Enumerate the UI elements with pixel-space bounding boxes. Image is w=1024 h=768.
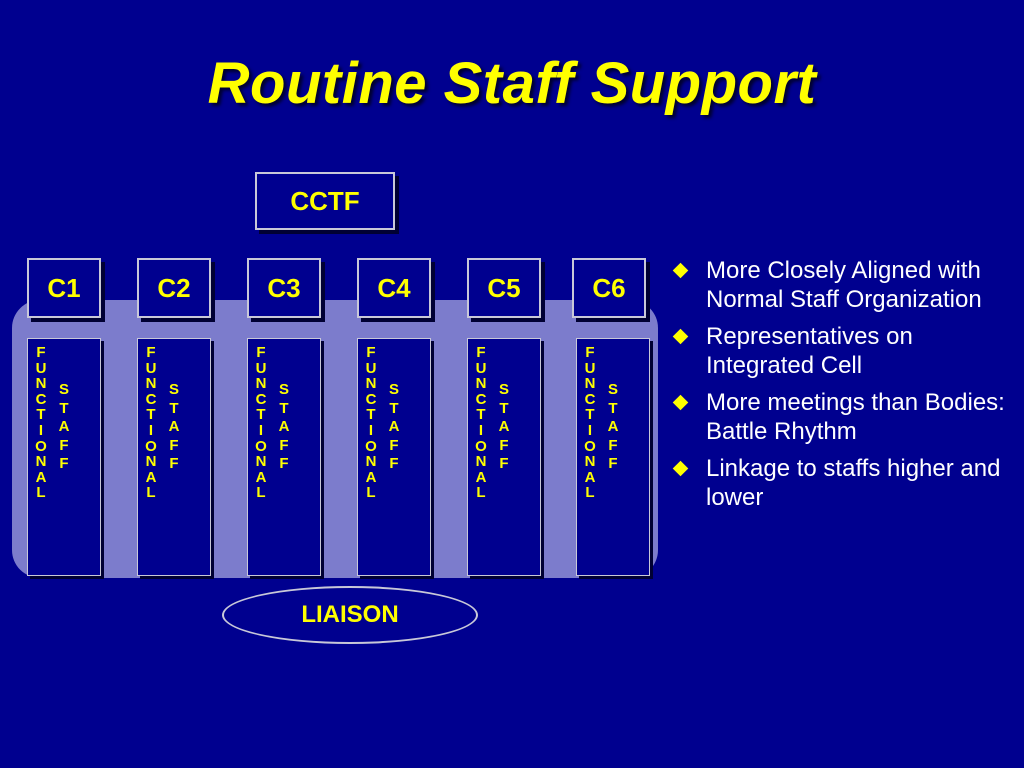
functional-label-letter: N bbox=[35, 453, 47, 471]
staff-label-letter: A bbox=[607, 418, 619, 435]
staff-label-letter: S bbox=[388, 381, 399, 398]
functional-staff-column-c5 bbox=[467, 338, 541, 576]
functional-label-letter: O bbox=[35, 437, 47, 455]
staff-label-letter: T bbox=[389, 399, 399, 417]
functional-label-letter: U bbox=[365, 359, 377, 377]
functional-label-letter: I bbox=[587, 421, 593, 439]
functional-label-letter: F bbox=[476, 344, 486, 361]
functional-label-letter: A bbox=[255, 468, 267, 486]
diamond-bullet-icon bbox=[673, 329, 689, 345]
bullet-text: Representatives on Integrated Cell bbox=[706, 323, 913, 379]
functional-label-letter: U bbox=[255, 359, 267, 377]
staff-label-letter: F bbox=[169, 455, 179, 472]
functional-label-letter: C bbox=[35, 390, 47, 408]
bullet-text: More meetings than Bodies: Battle Rhythm bbox=[706, 389, 1005, 445]
functional-label-letter: U bbox=[35, 359, 47, 377]
functional-label-letter: F bbox=[146, 344, 156, 361]
functional-label-letter: L bbox=[476, 484, 486, 502]
staff-label-letter: A bbox=[498, 418, 510, 435]
cctf-node: CCTF bbox=[255, 172, 395, 230]
functional-label-letter: C bbox=[475, 390, 487, 408]
functional-label-letter: T bbox=[256, 406, 266, 424]
staff-label-letter: A bbox=[168, 418, 180, 435]
functional-staff-column-c3 bbox=[247, 338, 321, 576]
staff-label bbox=[387, 381, 401, 474]
functional-label-letter: O bbox=[584, 437, 596, 455]
functional-label-letter: C bbox=[365, 390, 377, 408]
staff-label-letter: T bbox=[499, 399, 509, 417]
bullet-item bbox=[668, 256, 1018, 314]
functional-label-letter: C bbox=[145, 390, 157, 408]
staff-label-letter: F bbox=[279, 436, 289, 454]
diamond-bullet-icon bbox=[673, 263, 689, 279]
functional-label-letter: I bbox=[368, 421, 374, 439]
functional-label-letter: U bbox=[584, 359, 596, 377]
functional-label-letter: I bbox=[478, 421, 484, 439]
functional-label-letter: C bbox=[584, 390, 596, 408]
functional-staff-column-c4 bbox=[357, 338, 431, 576]
staff-label-letter: F bbox=[608, 455, 618, 472]
functional-label-letter: N bbox=[255, 453, 267, 471]
functional-label bbox=[254, 345, 268, 501]
functional-label-letter: T bbox=[366, 406, 376, 424]
staff-label-letter: F bbox=[279, 455, 289, 472]
functional-label-letter: N bbox=[145, 375, 157, 393]
staff-label-letter: S bbox=[58, 381, 69, 398]
functional-label-letter: L bbox=[366, 484, 376, 502]
functional-label-letter: A bbox=[584, 468, 596, 486]
functional-label-letter: I bbox=[258, 421, 264, 439]
functional-label-letter: O bbox=[255, 437, 267, 455]
staff-label-letter: F bbox=[499, 436, 509, 454]
functional-label-letter: O bbox=[475, 437, 487, 455]
diamond-bullet-icon bbox=[673, 395, 689, 411]
functional-label-letter: N bbox=[365, 375, 377, 393]
staff-label-letter: T bbox=[169, 399, 179, 417]
functional-label bbox=[474, 345, 488, 501]
functional-label-letter: N bbox=[584, 453, 596, 471]
staff-label-letter: A bbox=[388, 418, 400, 435]
staff-label-letter: F bbox=[499, 455, 509, 472]
functional-label-letter: N bbox=[475, 453, 487, 471]
functional-label bbox=[364, 345, 378, 501]
functional-label-letter: C bbox=[255, 390, 267, 408]
bullet-item bbox=[668, 388, 1018, 446]
functional-label-letter: F bbox=[256, 344, 266, 361]
staff-label bbox=[167, 381, 181, 474]
bullet-item bbox=[668, 454, 1018, 512]
functional-label-letter: O bbox=[145, 437, 157, 455]
functional-label bbox=[144, 345, 158, 501]
functional-label-letter: L bbox=[585, 484, 595, 502]
functional-label-letter: N bbox=[145, 453, 157, 471]
bullet-text: More Closely Aligned with Normal Staff Organization bbox=[706, 257, 982, 313]
staff-label-letter: S bbox=[607, 381, 618, 398]
functional-label-letter: A bbox=[475, 468, 487, 486]
liaison-node: LIAISON bbox=[222, 586, 478, 644]
functional-label-letter: A bbox=[35, 468, 47, 486]
functional-label-letter: N bbox=[584, 375, 596, 393]
functional-staff-column-c2 bbox=[137, 338, 211, 576]
functional-label-letter: F bbox=[585, 344, 595, 361]
staff-label-letter: T bbox=[59, 399, 69, 417]
functional-label-letter: F bbox=[366, 344, 376, 361]
staff-label bbox=[277, 381, 291, 474]
functional-label-letter: F bbox=[36, 344, 46, 361]
staff-label-letter: S bbox=[498, 381, 509, 398]
functional-label-letter: N bbox=[365, 453, 377, 471]
functional-label-letter: L bbox=[146, 484, 156, 502]
functional-label-letter: U bbox=[475, 359, 487, 377]
staff-label-letter: S bbox=[278, 381, 289, 398]
staff-label-letter: F bbox=[59, 455, 69, 472]
bullet-item bbox=[668, 322, 1018, 380]
staff-label-letter: F bbox=[389, 455, 399, 472]
functional-label-letter: T bbox=[146, 406, 156, 424]
staff-label-letter: F bbox=[608, 436, 618, 454]
functional-label-letter: N bbox=[475, 375, 487, 393]
slide-title: Routine Staff Support bbox=[207, 51, 817, 116]
staff-label bbox=[606, 381, 620, 474]
staff-label-letter: A bbox=[58, 418, 70, 435]
c5-node: C5 bbox=[467, 258, 541, 318]
functional-label-letter: T bbox=[585, 406, 595, 424]
functional-label-letter: N bbox=[255, 375, 267, 393]
functional-label bbox=[34, 345, 48, 501]
c4-node: C4 bbox=[357, 258, 431, 318]
functional-label-letter: L bbox=[36, 484, 46, 502]
functional-label-letter: L bbox=[256, 484, 266, 502]
staff-panel bbox=[12, 300, 658, 578]
staff-label-letter: A bbox=[278, 418, 290, 435]
functional-staff-column-c6 bbox=[576, 338, 650, 576]
bullet-list bbox=[668, 256, 1018, 520]
functional-label-letter: A bbox=[145, 468, 157, 486]
bullet-text: Linkage to staffs higher and lower bbox=[706, 455, 1001, 511]
functional-label-letter: I bbox=[38, 421, 44, 439]
functional-label-letter: O bbox=[365, 437, 377, 455]
c3-node: C3 bbox=[247, 258, 321, 318]
staff-label-letter: S bbox=[168, 381, 179, 398]
functional-staff-column-c1 bbox=[27, 338, 101, 576]
functional-label-letter: U bbox=[145, 359, 157, 377]
c2-node: C2 bbox=[137, 258, 211, 318]
functional-label-letter: I bbox=[148, 421, 154, 439]
diamond-bullet-icon bbox=[673, 461, 689, 477]
c6-node: C6 bbox=[572, 258, 646, 318]
functional-label-letter: A bbox=[365, 468, 377, 486]
functional-label-letter: N bbox=[35, 375, 47, 393]
staff-label-letter: F bbox=[169, 436, 179, 454]
functional-label-letter: T bbox=[476, 406, 486, 424]
c1-node: C1 bbox=[27, 258, 101, 318]
staff-label-letter: T bbox=[279, 399, 289, 417]
staff-label-letter: F bbox=[59, 436, 69, 454]
staff-label bbox=[497, 381, 511, 474]
staff-label-letter: F bbox=[389, 436, 399, 454]
functional-label-letter: T bbox=[36, 406, 46, 424]
functional-label bbox=[583, 345, 597, 501]
staff-label bbox=[57, 381, 71, 474]
staff-label-letter: T bbox=[608, 399, 618, 417]
